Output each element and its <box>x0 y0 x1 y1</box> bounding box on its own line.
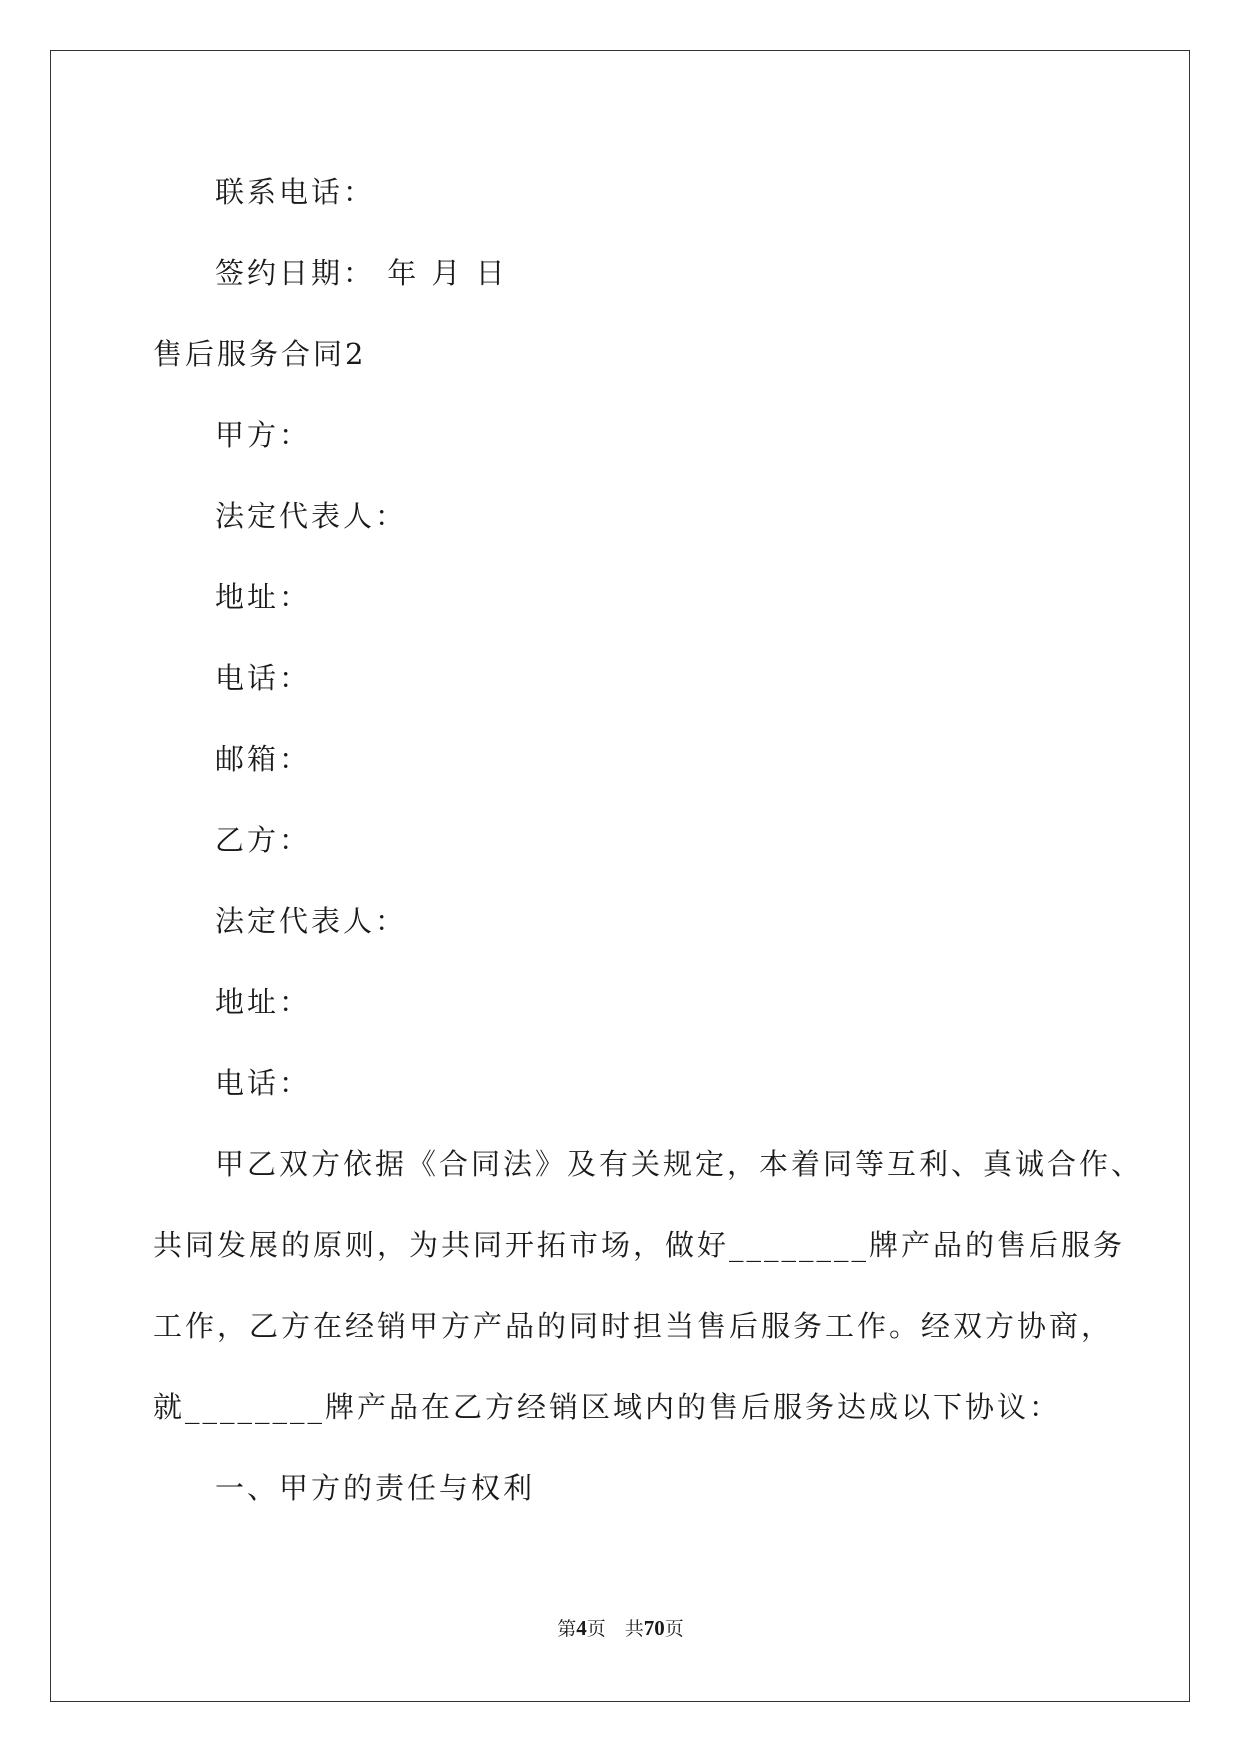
party-b-phone-line: 电话： <box>215 1066 312 1100</box>
page-border <box>50 50 1190 1702</box>
contact-phone-line: 联系电话： <box>215 175 376 209</box>
party-a-address-line: 地址： <box>215 580 312 614</box>
paragraph-line: 就________牌产品在乙方经销区域内的售后服务达成以下协议： <box>153 1390 1062 1424</box>
party-a-line: 甲方： <box>215 418 312 452</box>
signing-date-line: 签约日期： 年 月 日 <box>215 256 508 290</box>
paragraph-line: 共同发展的原则，为共同开拓市场，做好________牌产品的售后服务 <box>153 1228 1126 1262</box>
total-pages: 70 <box>643 1616 665 1640</box>
footer-middle: 页 共 <box>586 1618 644 1640</box>
page-footer <box>0 1616 1241 1641</box>
clause-heading: 一、甲方的责任与权利 <box>215 1471 536 1505</box>
footer-suffix: 页 <box>664 1618 684 1640</box>
party-a-representative-line: 法定代表人： <box>215 499 408 533</box>
paragraph-line: 工作，乙方在经销甲方产品的同时担当售后服务工作。经双方协商， <box>153 1309 1114 1343</box>
footer-prefix: 第 <box>557 1618 577 1640</box>
party-b-line: 乙方： <box>215 823 312 857</box>
section-title: 售后服务合同2 <box>153 337 367 371</box>
party-a-phone-line: 电话： <box>215 661 312 695</box>
party-b-address-line: 地址： <box>215 985 312 1019</box>
page-number: 4 <box>576 1616 587 1640</box>
paragraph-line: 甲乙双方依据《合同法》及有关规定，本着同等互利、真诚合作、 <box>215 1147 1144 1181</box>
party-a-email-line: 邮箱： <box>215 742 312 776</box>
party-b-representative-line: 法定代表人： <box>215 904 408 938</box>
